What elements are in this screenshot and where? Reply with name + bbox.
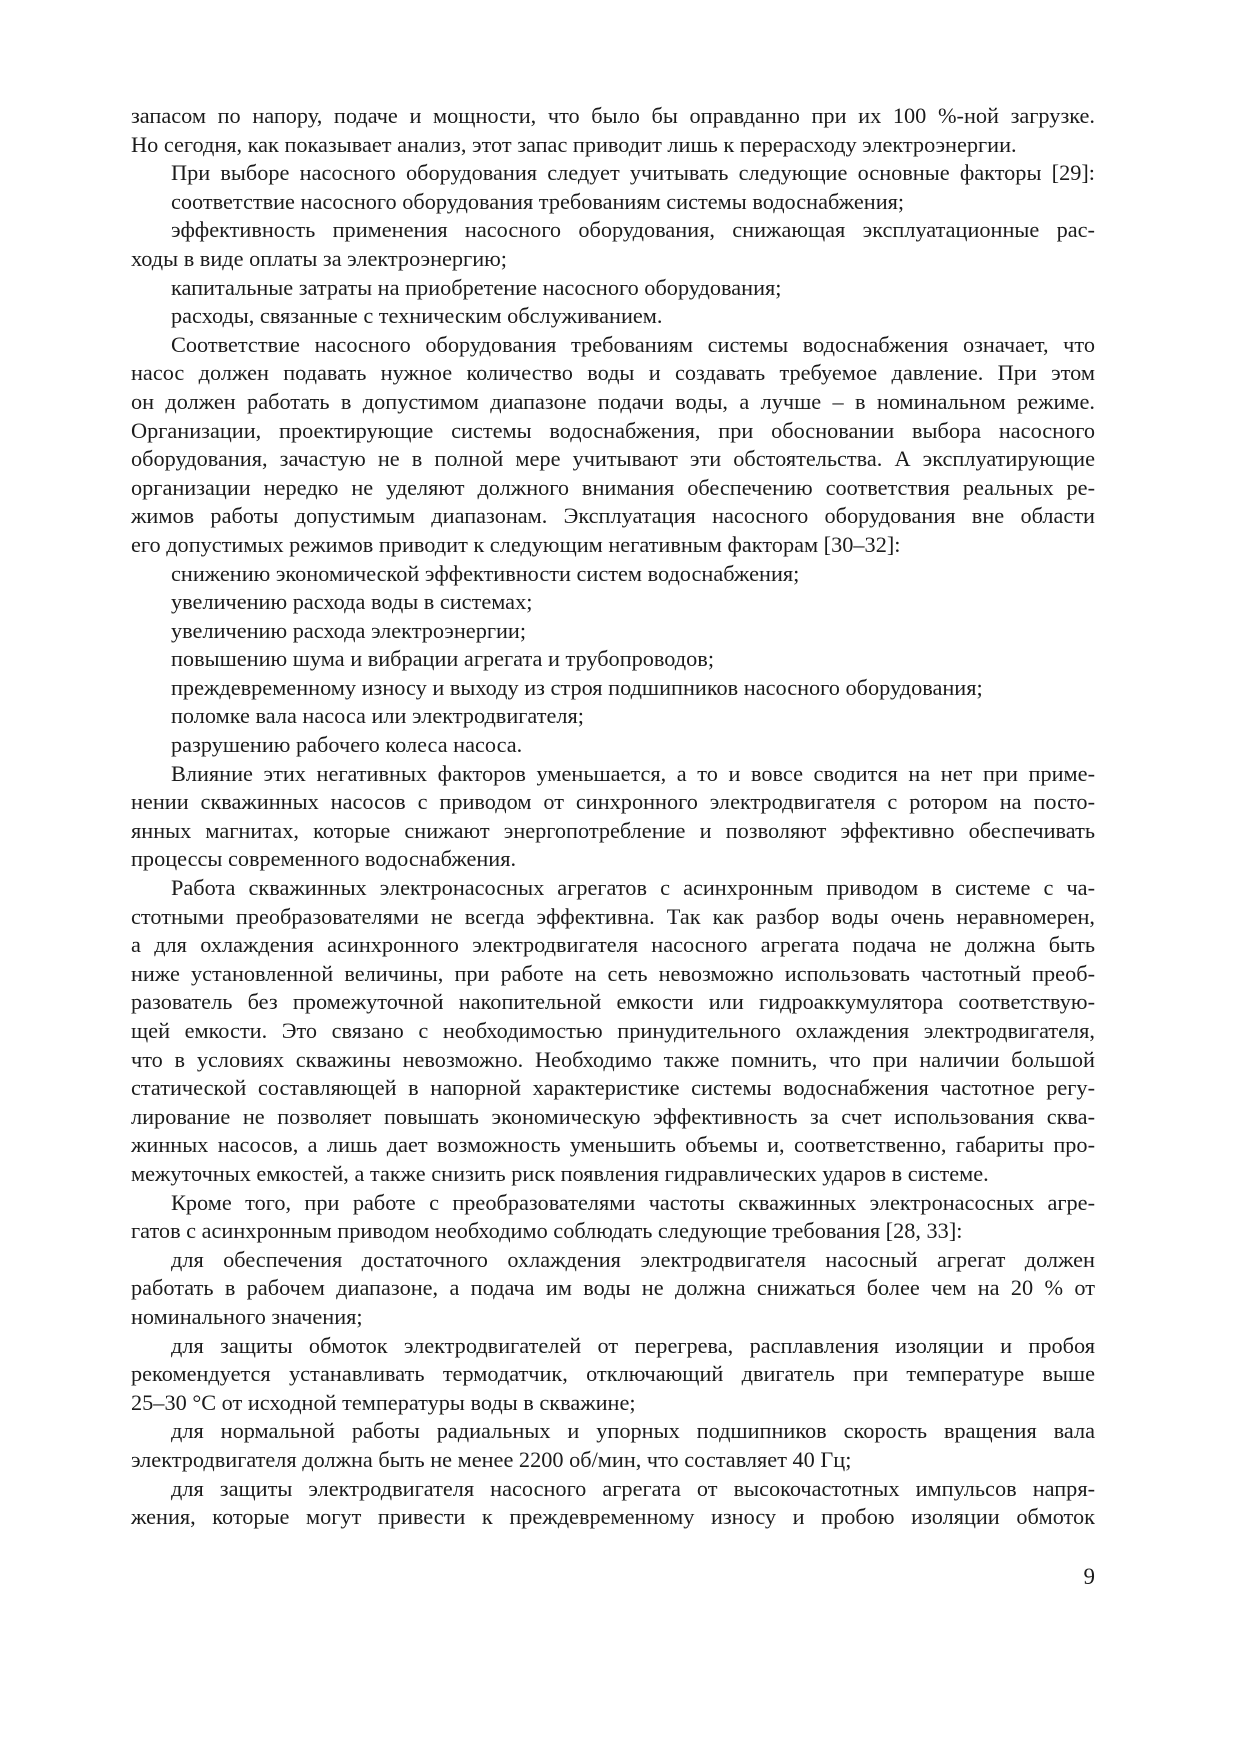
text-line: преждевременному износу и выходу из строя подшипников насосного оборудования; [171, 674, 983, 700]
text-line: нении скважинных насосов с приводом от синхронного электродвигателя с ротором на посто- [131, 789, 1095, 815]
text-line: разователь без промежуточной накопительной емкости или гидроаккумулятора соответствую- [131, 989, 1095, 1015]
text-line: насос должен подавать нужное количество воды и создавать требуемое давление. При этом [131, 360, 1095, 386]
paragraph [131, 560, 1095, 589]
text-line: расходы, связанные с техническим обслуживанием. [171, 303, 663, 329]
text-line: жинных насосов, а лишь дает возможность уменьшить объемы и, соответственно, габариты про- [131, 1132, 1095, 1158]
text-line: жения, которые могут привести к преждевременному износу и пробою изоляции обмоток [131, 1504, 1095, 1530]
text-line: увеличению расхода воды в системах; [171, 589, 533, 615]
text-line: что в условиях скважины невозможно. Необходимо также помнить, что при наличии большой [131, 1046, 1095, 1072]
text-line: он должен работать в допустимом диапазоне подачи воды, а лучше – в номинальном режиме. [131, 388, 1095, 414]
paragraph [131, 1189, 1095, 1246]
text-line: ходы в виде оплаты за электроэнергию; [131, 245, 507, 271]
text-line: лирование не позволяет повышать экономическую эффективность за счет использования сква- [131, 1103, 1095, 1129]
paragraph [131, 188, 1095, 217]
text-line: межуточных емкостей, а также снизить риск появления гидравлических ударов в системе. [131, 1160, 989, 1186]
text-line: Работа скважинных электронасосных агрегатов с асинхронным приводом в системе с ча- [171, 875, 1095, 901]
paragraph [131, 216, 1095, 273]
text-line: статической составляющей в напорной характеристике системы водоснабжения частотное регу- [131, 1075, 1095, 1101]
paragraph [131, 274, 1095, 303]
paragraph [131, 1332, 1095, 1418]
paragraph [131, 617, 1095, 646]
text-line: разрушению рабочего колеса насоса. [171, 732, 523, 758]
paragraph [131, 731, 1095, 760]
paragraph [131, 874, 1095, 1189]
text-line: капитальные затраты на приобретение насосного оборудования; [171, 274, 782, 300]
text-line: янных магнитах, которые снижают энергопотребление и позволяют эффективно обеспечивать [131, 817, 1095, 843]
text-line: 25–30 °С от исходной температуры воды в скважине; [131, 1389, 636, 1415]
text-line: а для охлаждения асинхронного электродвигателя насосного агрегата подача не должна быть [131, 932, 1095, 958]
text-line: снижению экономической эффективности систем водоснабжения; [171, 560, 800, 586]
text-line: процессы современного водоснабжения. [131, 846, 517, 872]
text-line: жимов работы допустимым диапазонам. Эксплуатация насосного оборудования вне области [131, 503, 1095, 529]
paragraph [131, 702, 1095, 731]
paragraph [131, 1417, 1095, 1474]
paragraph [131, 302, 1095, 331]
text-line: эффективность применения насосного оборудования, снижающая эксплуатационные рас- [171, 217, 1095, 243]
paragraph [131, 674, 1095, 703]
paragraph [131, 102, 1095, 159]
paragraph [131, 331, 1095, 560]
page-number: 9 [1083, 1564, 1095, 1589]
text-line: для защиты электродвигателя насосного агрегата от высокочастотных импульсов напря- [171, 1475, 1095, 1501]
text-line: щей емкости. Это связано с необходимостью принудительного охлаждения электродвигателя, [131, 1018, 1095, 1043]
text-line: организации нередко не уделяют должного внимания обеспечению соответствия реальных ре- [131, 474, 1095, 500]
text-line: электродвигателя должна быть не менее 2200 об/мин, что составляет 40 Гц; [131, 1446, 852, 1472]
paragraph [131, 159, 1095, 188]
text-line: для защиты обмоток электродвигателей от перегрева, расплавления изоляции и пробоя [171, 1332, 1095, 1358]
text-line: запасом по напору, подаче и мощности, что было бы оправданно при их 100 %-ной загрузке. [131, 103, 1095, 128]
text-line: его допустимых режимов приводит к следующим негативным факторам [30–32]: [131, 531, 901, 557]
text-line: для обеспечения достаточного охлаждения электродвигателя насосный агрегат должен [171, 1246, 1095, 1272]
page-text [131, 102, 1095, 1532]
text-line: Кроме того, при работе с преобразователями частоты скважинных электронасосных агре- [171, 1189, 1095, 1215]
text-line: Влияние этих негативных факторов уменьшается, а то и вовсе сводится на нет при приме- [171, 760, 1095, 786]
paragraph [131, 1246, 1095, 1332]
text-line: Организации, проектирующие системы водоснабжения, при обосновании выбора насосного [131, 417, 1095, 443]
text-line: стотными преобразователями не всегда эффективна. Так как разбор воды очень неравномерен, [131, 903, 1095, 929]
text-line: для нормальной работы радиальных и упорных подшипников скорость вращения вала [171, 1418, 1095, 1444]
text-line: повышению шума и вибрации агрегата и трубопроводов; [171, 646, 715, 672]
text-line: соответствие насосного оборудования требованиям системы водоснабжения; [171, 188, 905, 214]
text-line: поломке вала насоса или электродвигателя; [171, 703, 584, 729]
text-line: оборудования, зачастую не в полной мере учитывают эти обстоятельства. А эксплуатирующие [131, 446, 1095, 472]
text-line: номинального значения; [131, 1303, 363, 1329]
text-line: работать в рабочем диапазоне, а подача им воды не должна снижаться более чем на 20 % от [131, 1275, 1095, 1301]
text-line: рекомендуется устанавливать термодатчик, отключающий двигатель при температуре выше [131, 1361, 1095, 1387]
text-line: ниже установленной величины, при работе на сеть невозможно использовать частотный преоб- [131, 960, 1095, 986]
paragraph [131, 588, 1095, 617]
text-line: При выборе насосного оборудования следует учитывать следующие основные факторы [29]: [171, 160, 1095, 186]
text-line: Соответствие насосного оборудования требованиям системы водоснабжения означает, что [171, 331, 1095, 357]
text-line: гатов с асинхронным приводом необходимо соблюдать следующие требования [28, 33]: [131, 1218, 963, 1244]
text-line: увеличению расхода электроэнергии; [171, 617, 527, 643]
paragraph [131, 645, 1095, 674]
paragraph [131, 760, 1095, 874]
paragraph [131, 1475, 1095, 1532]
text-line: Но сегодня, как показывает анализ, этот запас приводит лишь к перерасходу электроэнергии. [131, 131, 1017, 157]
